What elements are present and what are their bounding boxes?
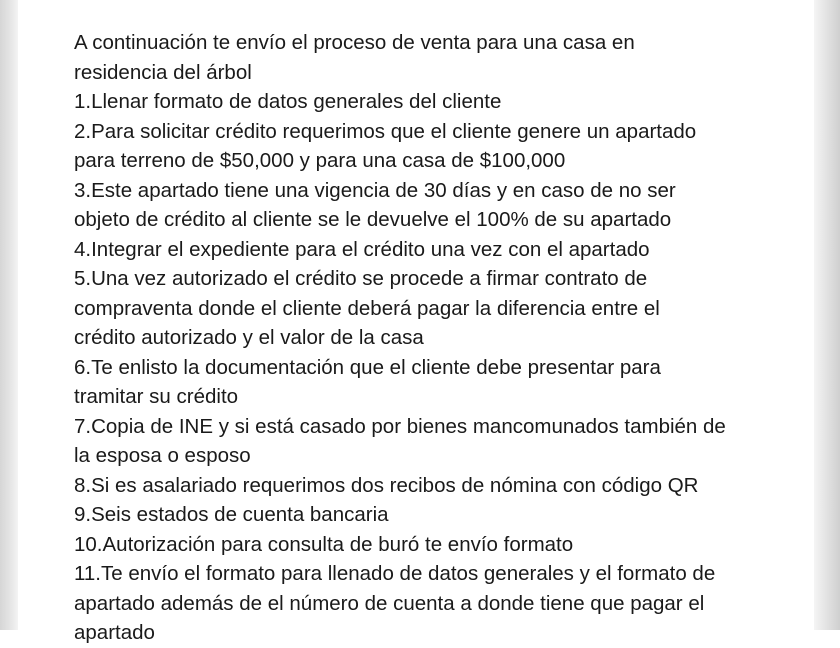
step-2-line-1: 2.Para solicitar crédito requerimos que el cliente genere un apartado xyxy=(74,119,697,143)
step-11-line-3: apartado xyxy=(74,621,155,644)
step-8-line-1: 8.Si es asalariado requerimos dos recibos de nómina con código QR xyxy=(74,473,699,497)
step-4-line-1: 4.Integrar el expediente para el crédito una vez con el apartado xyxy=(74,237,650,261)
step-9-line-1: 9.Seis estados de cuenta bancaria xyxy=(74,503,389,526)
step-1-line-1: 1.Llenar formato de datos generales del cliente xyxy=(74,90,502,113)
step-2-line-2: para terreno de $50,000 y para una casa de $100,000 xyxy=(74,149,566,172)
left-frame-edge xyxy=(0,0,18,630)
step-11-line-2: apartado además de el número de cuenta a donde tiene que pagar el xyxy=(74,591,705,615)
step-3-line-2: objeto de crédito al cliente se le devuelve el 100% de su apartado xyxy=(74,208,672,231)
right-frame-edge xyxy=(814,0,840,630)
intro-line-2: residencia del árbol xyxy=(74,60,252,84)
step-6-line-1: 6.Te enlisto la documentación que el cliente debe presentar para xyxy=(74,355,661,379)
step-11-line-1: 11.Te envío el formato para llenado de datos generales y el formato de xyxy=(74,562,716,585)
step-6-line-2: tramitar su crédito xyxy=(74,385,239,408)
intro-line-1: A continuación te envío el proceso de venta para una casa en xyxy=(74,31,635,54)
step-10-line-1: 10.Autorización para consulta de buró te envío formato xyxy=(74,532,574,556)
message-body xyxy=(74,28,794,648)
step-7-line-2: la esposa o esposo xyxy=(74,444,251,467)
step-5-line-2: compraventa donde el cliente deberá pagar la diferencia entre el xyxy=(74,296,660,320)
step-5-line-3: crédito autorizado y el valor de la casa xyxy=(74,326,424,349)
step-7-line-1: 7.Copia de INE y si está casado por bienes mancomunados también de xyxy=(74,414,726,438)
step-5-line-1: 5.Una vez autorizado el crédito se procede a firmar contrato de xyxy=(74,267,648,290)
step-3-line-1: 3.Este apartado tiene una vigencia de 30 días y en caso de no ser xyxy=(74,178,676,202)
